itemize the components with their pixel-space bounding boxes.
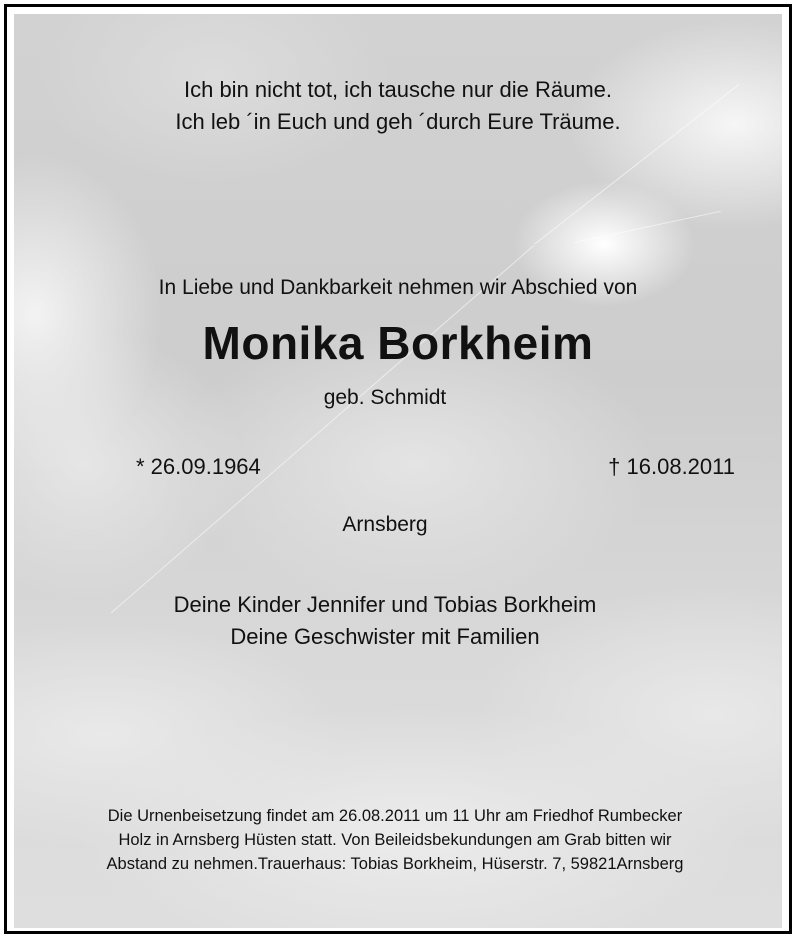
maiden-name: geb. Schmidt — [323, 386, 447, 409]
place-name: Arnsberg — [342, 513, 428, 536]
notice-line: Abstand zu nehmen.Trauerhaus: Tobias Borkheim, Hüserstr. 7, 59821Arnsberg — [106, 855, 684, 873]
motto-quote — [14, 74, 782, 138]
mourner-line: Deine Kinder Jennifer und Tobias Borkheim — [173, 592, 597, 617]
motto-line: Ich bin nicht tot, ich tausche nur die Räume. — [183, 77, 612, 102]
mourner-line: Deine Geschwister mit Familien — [230, 624, 540, 649]
cloud-sky-background — [14, 14, 782, 928]
sun-ray — [574, 211, 721, 243]
motto-line: Ich leb ´in Euch und geh ´durch Eure Träume. — [175, 109, 621, 134]
mourners-list — [14, 589, 769, 653]
sun-ray — [111, 245, 534, 613]
farewell-intro: In Liebe und Dankbarkeit nehmen wir Abschied von — [158, 276, 638, 299]
funeral-notice — [14, 804, 779, 876]
death-date: † 16.08.2011 — [608, 454, 735, 479]
notice-line: Die Urnenbeisetzung findet am 26.08.2011 um 11 Uhr am Friedhof Rumbecker — [107, 807, 683, 825]
birth-date: * 26.09.1964 — [136, 454, 261, 479]
deceased-name: Monika Borkheim — [202, 317, 594, 369]
notice-line: Holz in Arnsberg Hüsten statt. Von Beileidsbekundungen am Grab bitten wir — [118, 831, 672, 849]
